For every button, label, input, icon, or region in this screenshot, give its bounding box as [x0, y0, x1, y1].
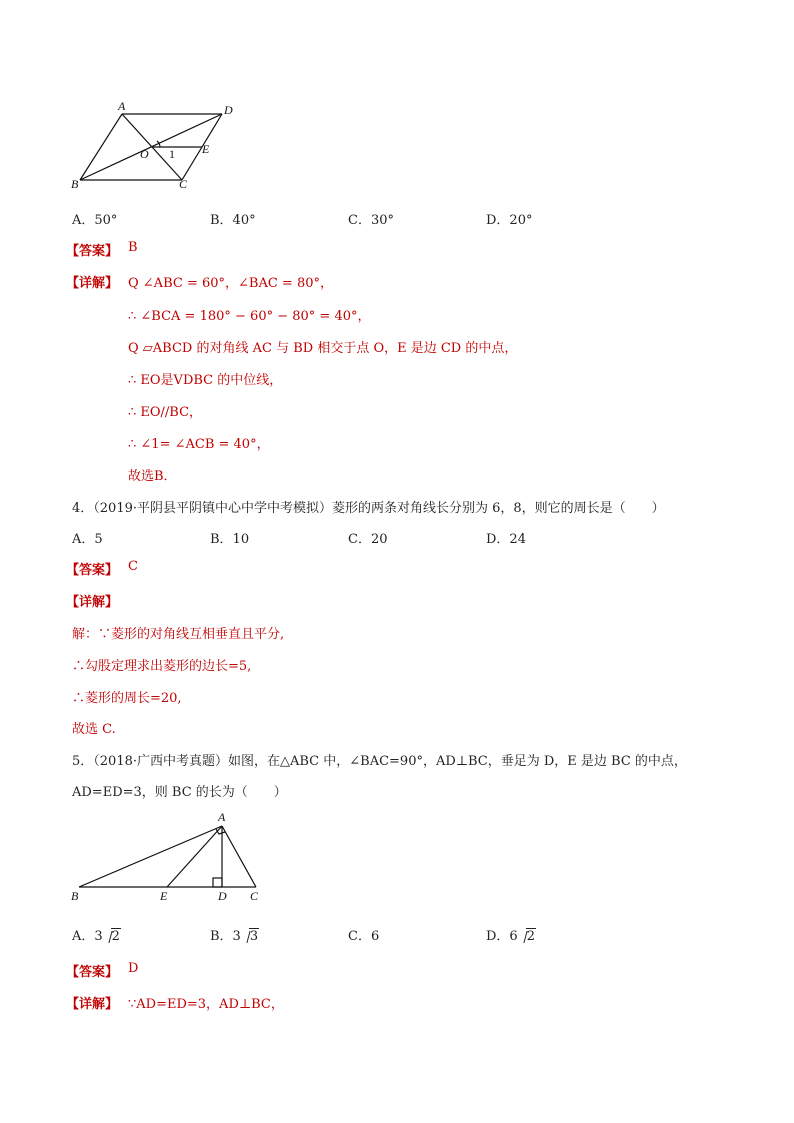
q4-step-1: 解：∵菱形的对角线互相垂直且平分, — [72, 627, 285, 642]
q3-answer: B — [128, 240, 138, 255]
q3-step-7: 故选B． — [128, 469, 177, 484]
sqrt-symbol — [103, 929, 121, 944]
q3-detail-tag: 【详解】 — [66, 276, 119, 291]
q5-option-a — [72, 925, 121, 944]
right-angle-mark-d — [213, 878, 222, 887]
q4-answer-tag: 【答案】 — [66, 563, 119, 578]
q3-step-1: Q ∠ABC = 60°，∠BAC = 80°， — [128, 276, 333, 291]
q4-stem: 4．（2019·平阴县平阴镇中心中学中考模拟）菱形的两条对角线长分别为 6，8，则它的周长是（ ） — [72, 501, 665, 516]
q4-step-2: ∴勾股定理求出菱形的边长=5, — [72, 659, 252, 674]
q5-option-b — [210, 925, 259, 944]
sqrt-symbol — [241, 929, 259, 944]
q5-step-1: ∵AD=ED=3，AD⊥BC， — [128, 997, 284, 1012]
q4-option-d: D．24 — [486, 532, 526, 547]
side-ac — [222, 826, 256, 887]
q5-option-c — [348, 925, 379, 944]
q3-step-5: ∴ EO//BC， — [128, 405, 203, 420]
q3-option-b: B．40° — [210, 213, 256, 228]
sqrt-symbol — [518, 929, 536, 944]
q5-stem-line-2: AD=ED=3，则 BC 的长为（ ） — [72, 785, 287, 800]
q5-option-d — [486, 925, 536, 944]
q3-option-a: A．50° — [72, 213, 118, 228]
parallelogram-figure — [66, 98, 246, 193]
q3-option-c: C．30° — [348, 213, 394, 228]
q5-option-a-radicand: 2 — [111, 929, 120, 944]
label-c: C — [179, 177, 188, 191]
q5-option-c-text: C．6 — [348, 929, 380, 944]
label-o: O — [140, 147, 149, 161]
label-a: A — [118, 99, 126, 113]
q3-answer-tag: 【答案】 — [66, 244, 119, 259]
q3-option-d: D．20° — [486, 213, 533, 228]
q5-detail-tag: 【详解】 — [66, 997, 119, 1012]
q3-step-4: ∴ EO是VDBC 的中位线， — [128, 373, 283, 388]
q4-answer: C — [128, 559, 138, 574]
label-d: D — [218, 889, 227, 903]
q4-detail-tag: 【详解】 — [66, 595, 119, 610]
q5-option-d-text: D．6 — [486, 929, 518, 944]
label-d: D — [224, 103, 233, 117]
q3-step-3: Q ▱ABCD 的对角线 AC 与 BD 相交于点 O，E 是边 CD 的中点， — [128, 341, 518, 356]
side-ba — [79, 826, 222, 887]
q3-step-2: ∴ ∠BCA = 180° − 60° − 80° = 40°， — [128, 309, 371, 324]
q4-option-c: C．20 — [348, 532, 388, 547]
q3-step-6: ∴ ∠1= ∠ACB = 40°， — [128, 437, 270, 452]
label-a: A — [218, 810, 226, 824]
q5-answer-tag: 【答案】 — [66, 965, 119, 980]
label-angle-1: 1 — [169, 147, 175, 161]
q5-stem-line-1: 5．（2018·广西中考真题）如图，在△ABC 中，∠BAC=90°，AD⊥BC，垂足为 D，E 是边 BC 的中点， — [72, 754, 687, 769]
q4-step-4: 故选 C. — [72, 722, 116, 737]
label-e: E — [202, 142, 210, 156]
triangle-figure — [66, 808, 276, 908]
q5-option-b-radicand: 3 — [249, 929, 259, 944]
label-b: B — [71, 889, 79, 903]
q5-option-d-radicand: 2 — [526, 929, 535, 944]
label-e: E — [160, 889, 168, 903]
q4-option-b: B．10 — [210, 532, 250, 547]
q5-option-a-text: A．3 — [72, 929, 103, 944]
q5-option-b-text: B．3 — [210, 929, 241, 944]
q4-option-a: A．5 — [72, 532, 103, 547]
q5-answer: D — [128, 961, 139, 976]
label-b: B — [71, 177, 79, 191]
label-c: C — [250, 889, 259, 903]
q4-step-3: ∴菱形的周长=20, — [72, 691, 182, 706]
